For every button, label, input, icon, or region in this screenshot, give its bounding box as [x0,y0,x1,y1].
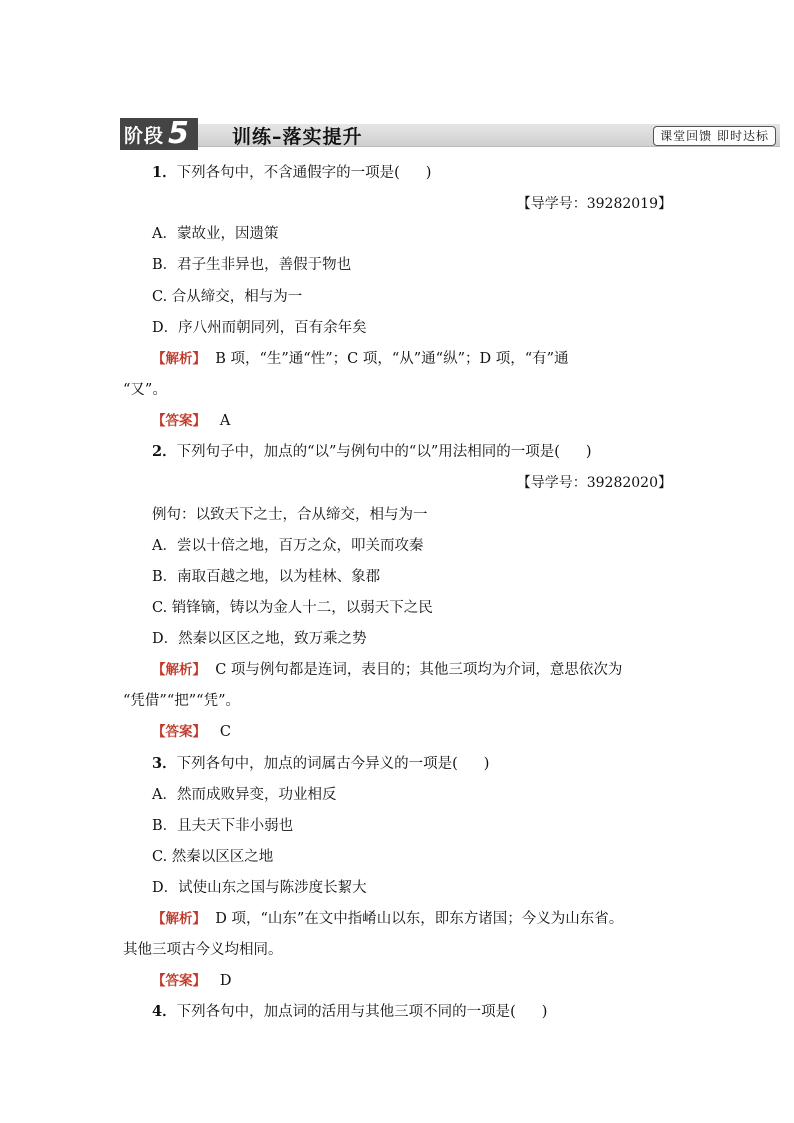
question-2-stem [152,442,592,462]
question-3-analysis [152,909,623,929]
question-2-ref: 【导学号：39282020】 [516,475,672,491]
question-2-answer [152,722,231,742]
analysis-text: C 项与例句都是连词，表目的；其他三项均为介词，意思依次为 [215,662,623,678]
stage-number: 5 [168,116,189,151]
question-2-option-a: A．尝以十倍之地，百万之众，叩关而攻秦 [152,538,424,554]
question-3-text: 下列各句中，加点的词属古今异义的一项是( [176,756,458,772]
question-2-analysis [152,660,622,680]
question-1-stem [152,163,431,183]
analysis-label: 【解析】 [152,911,206,927]
question-1-analysis-cont: “又”。 [123,382,167,398]
question-4-stem [152,1002,547,1022]
answer-label: 【答案】 [152,413,206,429]
question-3-option-c: C. 然秦以区区之地 [152,849,274,865]
question-1-option-d: D．序八州而朝同列，百有余年矣 [152,320,367,336]
question-2-option-b: B．南取百越之地，以为桂林、象郡 [152,569,381,585]
question-4-text: 下列各句中，加点词的活用与其他三项不同的一项是( [176,1004,516,1020]
analysis-label: 【解析】 [152,351,206,367]
question-2-number: 2． [152,443,177,460]
question-3-option-d: D．试使山东之国与陈涉度长絜大 [152,880,367,896]
analysis-label: 【解析】 [152,662,206,678]
answer-label: 【答案】 [152,724,206,740]
question-1-option-a: A．蒙故业，因遗策 [152,226,279,242]
question-2-example: 例句：以致天下之士，合从缔交，相与为一 [152,507,428,523]
question-2-paren: ) [585,444,592,460]
question-3-analysis-cont: 其他三项古今义均相同。 [123,942,283,958]
stage-box [120,118,198,150]
analysis-text: D 项，“山东”在文中指崤山以东，即东方诸国；今义为山东省。 [215,911,624,927]
question-2-option-d: D．然秦以区区之地，致万乘之势 [152,631,367,647]
question-4-number: 4． [152,1003,177,1020]
question-1-option-b: B．君子生非异也，善假于物也 [152,257,352,273]
question-2-option-c: C. 销锋镝，铸以为金人十二，以弱天下之民 [152,600,433,616]
question-1-number: 1． [152,164,177,181]
question-2-text: 下列句子中，加点的“以”与例句中的“以”用法相同的一项是( [176,444,560,460]
stage-label: 阶段 [124,124,165,147]
analysis-text: B 项，“生”通“性”；C 项，“从”通“纵”；D 项，“有”通 [215,351,569,367]
question-1-option-c: C. 合从缔交，相与为一 [152,289,303,305]
question-3-option-b: B．且夫天下非小弱也 [152,818,294,834]
question-1-text: 下列各句中，不含通假字的一项是( [176,165,400,181]
question-1-paren: ) [425,165,432,181]
question-3-paren: ) [483,756,490,772]
question-3-option-a: A．然而成败异变，功业相反 [152,787,337,803]
answer-value: A [219,413,231,429]
question-1-answer [152,411,230,431]
section-tag: 课堂回馈 即时达标 [653,126,776,146]
question-1-analysis [152,349,569,369]
question-3-number: 3． [152,755,177,772]
answer-label: 【答案】 [152,973,206,989]
answer-value: D [219,973,232,989]
question-2-analysis-cont: “凭借”“把”“凭”。 [123,693,240,709]
question-3-answer [152,971,231,991]
section-banner [120,118,780,150]
answer-value: C [219,724,231,740]
question-1-ref: 【导学号：39282019】 [516,196,672,212]
question-4-paren: ) [541,1004,548,1020]
question-3-stem [152,754,489,774]
section-title: 训练–落实提升 [232,126,363,148]
